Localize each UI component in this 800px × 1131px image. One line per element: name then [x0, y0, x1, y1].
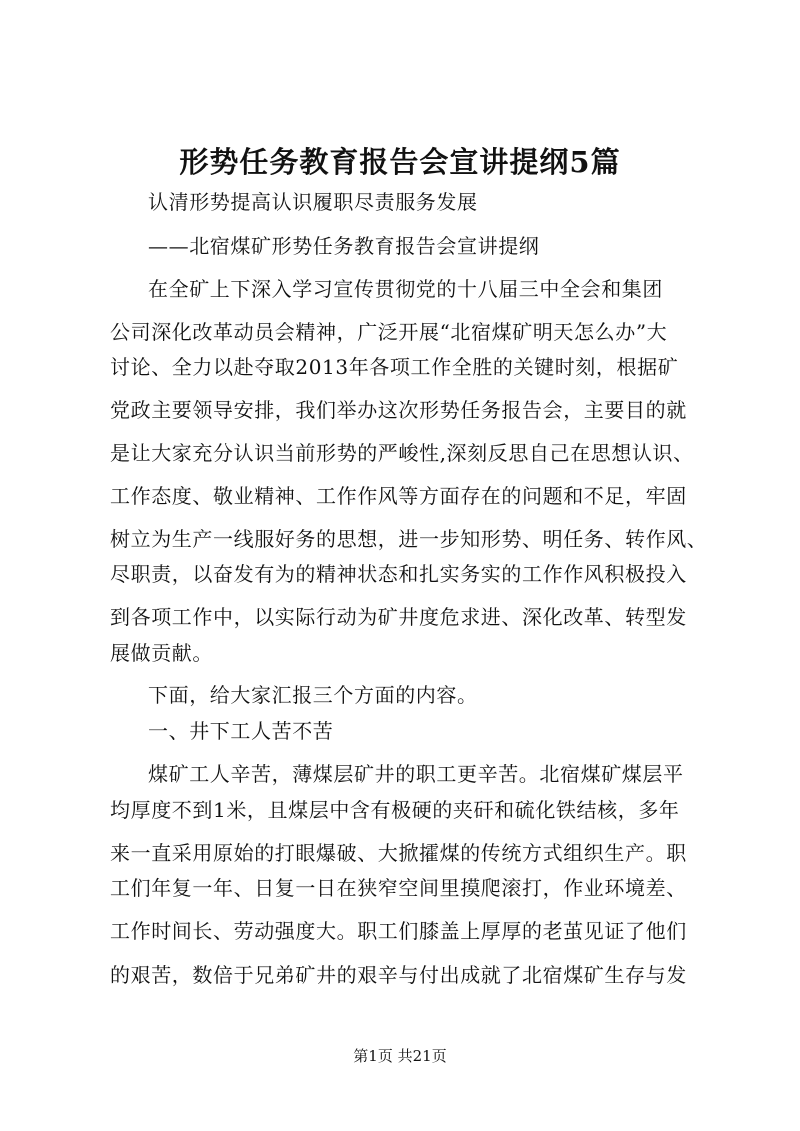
- paragraph-line: 到各项工作中，以实际行动为矿井度危求进、深化改革、转型发: [110, 605, 687, 629]
- subtitle: 认清形势提高认识履职尽责服务发展: [148, 190, 478, 214]
- paragraph-line: 在全矿上下深入学习宣传贯彻党的十八届三中全会和集团: [148, 277, 663, 301]
- paragraph-line: 工作时间长、劳动强度大。职工们膝盖上厚厚的老茧见证了他们: [110, 919, 687, 943]
- document-title: 形势任务教育报告会宣讲提纲5篇: [179, 145, 621, 179]
- subtitle-2: ——北宿煤矿形势任务教育报告会宣讲提纲: [148, 234, 540, 258]
- paragraph-line: 的艰苦，数倍于兄弟矿井的艰辛与付出成就了北宿煤矿生存与发: [110, 963, 687, 987]
- paragraph-line: 讨论、全力以赴夺取2013年各项工作全胜的关键时刻，根据矿: [110, 355, 679, 379]
- paragraph-line: 煤矿工人辛苦，薄煤层矿井的职工更辛苦。北宿煤矿煤层平: [148, 762, 684, 786]
- paragraph-line: 是让大家充分认识当前形势的严峻性,深刻反思自己在思想认识、: [110, 441, 694, 465]
- paragraph-line: 公司深化改革动员会精神，广泛开展“北宿煤矿明天怎么办”大: [110, 320, 668, 344]
- paragraph-2: 下面，给大家汇报三个方面的内容。: [148, 683, 478, 707]
- paragraph-line: 工作态度、敬业精神、工作作风等方面存在的问题和不足，牢固: [110, 484, 687, 508]
- paragraph-line: 来一直采用原始的打眼爆破、大掀攉煤的传统方式组织生产。职: [110, 841, 687, 865]
- section-heading: 一、井下工人苦不苦: [148, 719, 334, 743]
- paragraph-line: 党政主要领导安排，我们举办这次形势任务报告会，主要目的就: [110, 398, 687, 422]
- paragraph-line: 尽职责，以奋发有为的精神状态和扎实务实的工作作风积极投入: [110, 562, 687, 586]
- paragraph-line: 工们年复一年、日复一日在狭窄空间里摸爬滚打，作业环境差、: [110, 876, 687, 900]
- paragraph-line: 树立为生产一线服好务的思想，进一步知形势、明任务、转作风、: [110, 527, 708, 551]
- page-footer: 第1页 共21页: [353, 1047, 447, 1065]
- paragraph-line: 均厚度不到1米，且煤层中含有极硬的夹矸和硫化铁结核，多年: [110, 798, 680, 822]
- paragraph-line: 展做贡献。: [110, 641, 213, 665]
